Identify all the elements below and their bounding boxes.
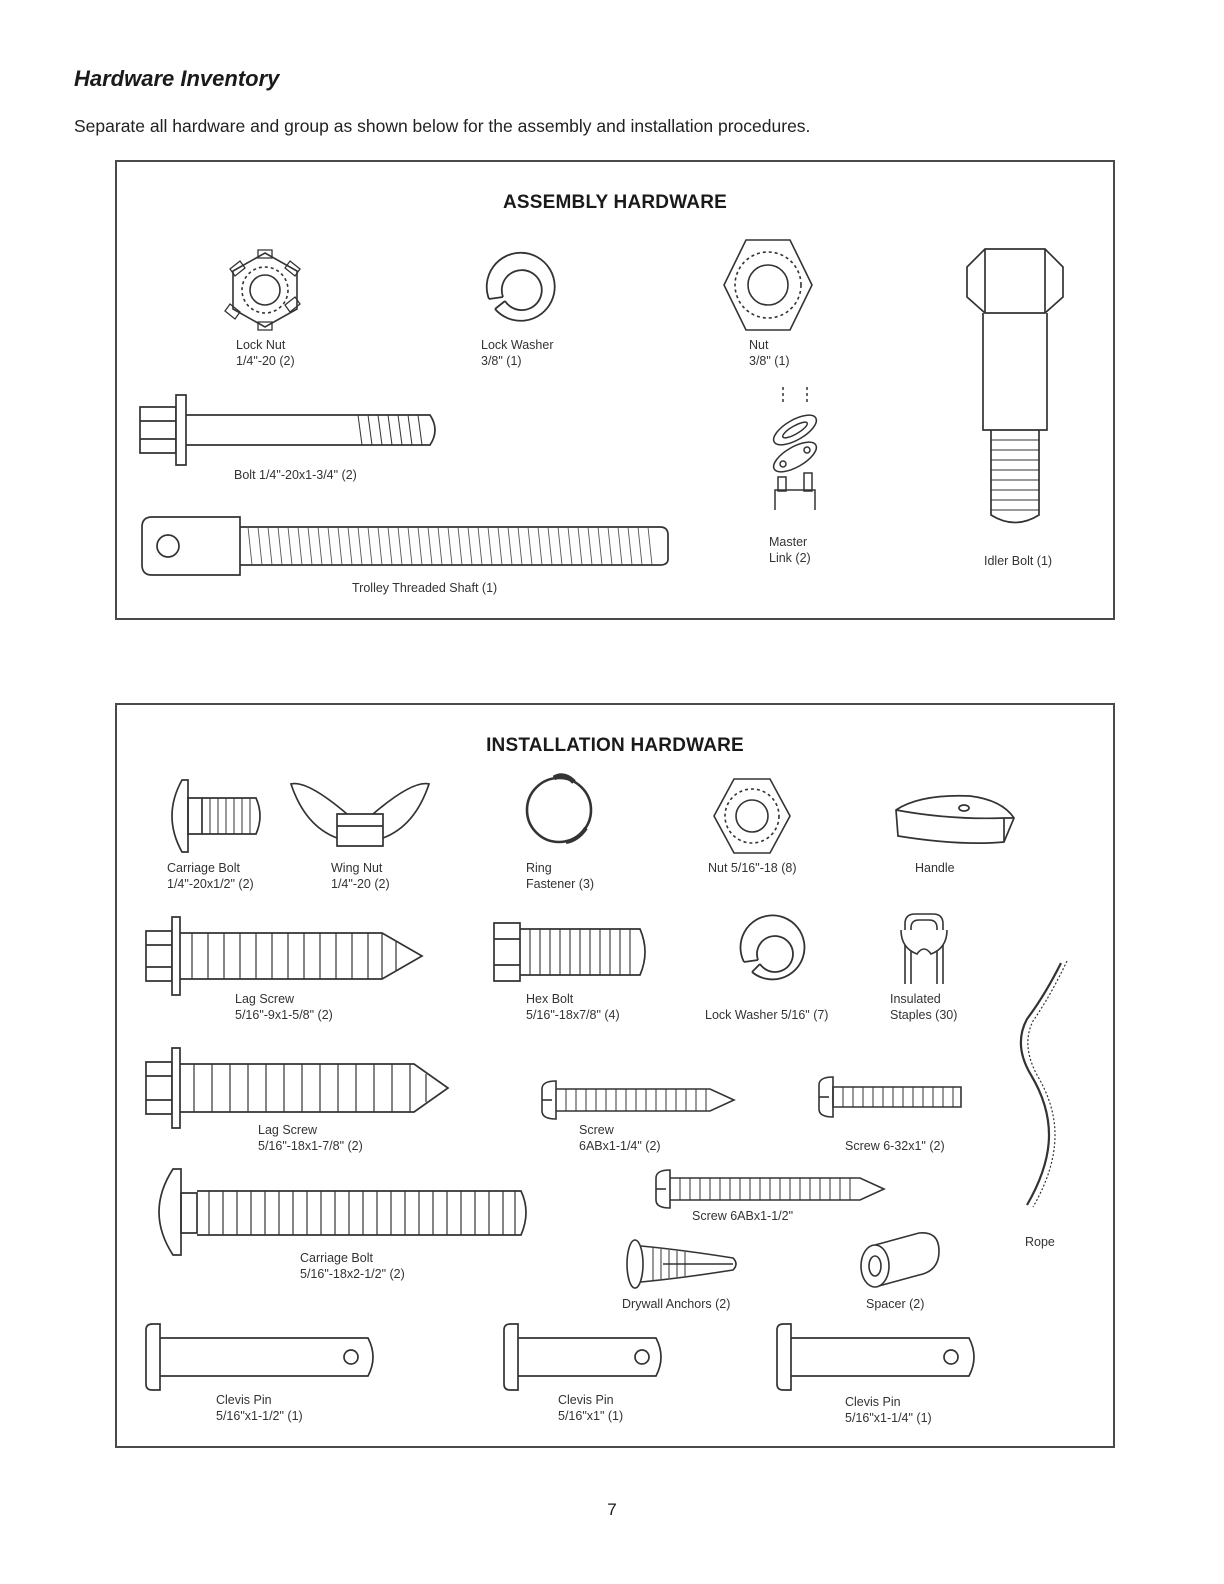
rope-label: Rope [1025,1235,1055,1249]
lag-screw-1-label: Lag Screw 5/16"-9x1-5/8" (2) [235,992,333,1022]
lag-screw-icon [142,1046,452,1131]
carriage-bolt-large-label: Carriage Bolt 5/16"-18x2-1/2" (2) [300,1251,405,1281]
screw-icon [652,1166,888,1212]
insulated-staples-label: Insulated Staples (30) [890,992,958,1022]
hex-bolt-icon [490,915,652,987]
handle-icon [890,788,1020,852]
lag-screw-icon [142,913,427,998]
idler-bolt-icon [955,245,1075,535]
lock-washer-icon [730,908,816,988]
master-link-label: Master Link (2) [769,535,811,565]
idler-bolt-label: Idler Bolt (1) [984,554,1053,568]
hex-bolt-icon [138,393,443,467]
rope-icon [1005,955,1075,1215]
clevis-pin-icon [500,1320,670,1394]
assembly-hardware-title: ASSEMBLY HARDWARE [502,192,728,213]
ring-fastener-icon [520,770,598,848]
drywall-anchor-icon [623,1236,743,1292]
bolt-label: Bolt 1/4"-20x1-3/4" (2) [234,468,357,482]
trolley-shaft-label: Trolley Threaded Shaft (1) [352,581,498,595]
screw-6ab-112-label: Screw 6ABx1-1/2" [692,1209,794,1223]
wing-nut-label: Wing Nut 1/4"-20 (2) [331,861,390,891]
hex-bolt-label: Hex Bolt 5/16"-18x7/8" (4) [526,992,620,1022]
carriage-bolt-icon [143,1165,533,1259]
staple-icon [897,910,951,988]
clevis-pin-112-label: Clevis Pin 5/16"x1-1/2" (1) [216,1393,303,1423]
wing-nut-icon [285,776,435,850]
carriage-bolt-small-label: Carriage Bolt 1/4"-20x1/2" (2) [167,861,254,891]
lag-screw-2-label: Lag Screw 5/16"-18x1-7/8" (2) [258,1123,363,1153]
intro-text: Separate all hardware and group as shown below for the assembly and installation procedures. [74,116,811,136]
screw-632-label: Screw 6-32x1" (2) [845,1139,945,1153]
hex-nut-icon [718,236,818,334]
clevis-pin-1-label: Clevis Pin 5/16"x1" (1) [558,1393,624,1423]
lock-washer-label: Lock Washer 3/8" (1) [481,338,554,368]
ring-fastener-label: Ring Fastener (3) [526,861,595,891]
master-link-icon [765,385,835,515]
nut-label: Nut 3/8" (1) [749,338,790,368]
spacer-icon [855,1229,945,1293]
clevis-pin-icon [142,1320,382,1394]
clevis-pin-icon [773,1320,983,1394]
machine-screw-icon [815,1073,965,1121]
nut-516-label: Nut 5/16"-18 (8) [708,861,797,875]
screw-icon [538,1077,738,1123]
handle-label: Handle [915,861,955,875]
threaded-shaft-icon [140,513,670,579]
page-title: Hardware Inventory [74,66,280,91]
screw-6ab-114-label: Screw 6ABx1-1/4" (2) [579,1123,661,1153]
clevis-pin-114-label: Clevis Pin 5/16"x1-1/4" (1) [845,1395,932,1425]
lock-washer-icon [473,243,563,333]
carriage-bolt-icon [158,776,268,856]
lock-nut-label: Lock Nut 1/4"-20 (2) [236,338,295,368]
page-number: 7 [607,1500,617,1519]
spacer-label: Spacer (2) [866,1297,925,1311]
drywall-anchors-label: Drywall Anchors (2) [622,1297,731,1311]
lock-nut-icon [220,245,310,335]
installation-hardware-title: INSTALLATION HARDWARE [486,735,744,756]
hex-nut-icon [710,776,794,856]
lock-washer-516-label: Lock Washer 5/16" (7) [705,1008,829,1022]
